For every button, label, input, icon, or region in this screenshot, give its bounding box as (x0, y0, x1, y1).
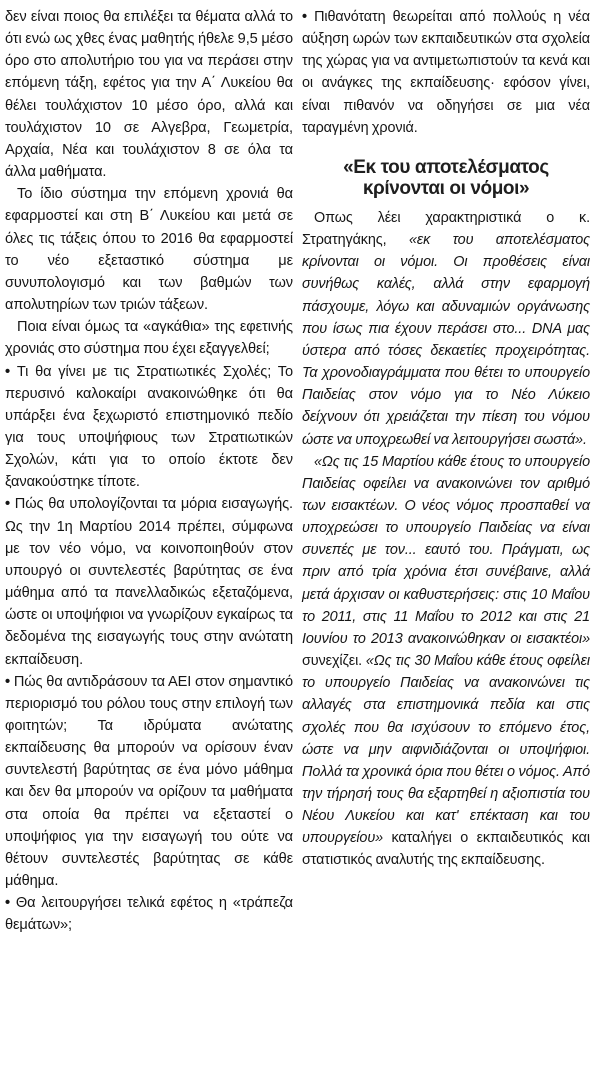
quote-paragraph-1 (302, 207, 590, 451)
paragraph-1: δεν είναι ποιος θα επιλέξει τα θέματα αλλά το ότι ενώ ως χθες ένας μαθητής ήθελε 9,5 μέσο όρο στο απολυτήριο του για να περάσει στην επόμενη τάξη, εφέτος για την Α΄ Λυκείου θα θέλει τουλάχιστον 10 μέσο όρο, αλλά και τουλάχιστον 10 σε Αλγεβρα, Γεωμετρία, Αρχαία, Νέα και τουλάχιστον 8 σε όλα τα άλλα μαθήματα. (5, 9, 293, 181)
bullet-teacher-hours: • Πιθανότατη θεωρείται από πολλούς η νέα αύξηση ωρών των εκπαιδευτικών στα σχολεία της χώρας για να αντιμετωπιστούν τα κενά και οι ανάγκες της εκπαίδευσης· εφόσον γίνει, είναι πιθανόν να οδηγήσει σε μια νέα ταραγμένη χρονιά. (302, 6, 590, 139)
quote-text-3: «Ως τις 30 Μαΐου κάθε έτους οφείλει το υπουργείο Παιδείας να ανακοινώνει τις αλλαγές στα επιστημονικά πεδία και στις σχολές που θα ισχύσουν το επόμενο έτος, ώστε να μην αιφνιδιάζονται οι υποψήφιοι. Πολλά τα χρονικά όρια που θέτει ο νόμος. Από την τήρησή τους θα εξαρτηθεί η αξιοπιστία του Νέου Λυκείου και κατ' επέκταση και του υπουργείου» (302, 653, 591, 847)
quote-continues: συνεχίζει. (302, 653, 366, 670)
bullet-military-schools: • Τι θα γίνει με τις Στρατιωτικές Σχολές; Το περυσινό καλοκαίρι ανακοινώθηκε ότι θα υπάρξει ένα ξεχωριστό επιστημονικό πεδίο για τους υποψήφιους των Στρατιωτικών Σχολών, κάτι για το οποίο έκτοτε δεν ξανακούστηκε τίποτε. (5, 361, 293, 494)
quote-text-1: «εκ του αποτελέσματος κρίνονται οι νόμοι. Οι προθέσεις είναι συνήθως καλές, αλλά στην εφαρμογή πάσχουμε, λόγω και αδυναμιών οργάνωσης που ίσως πια έχουν περάσει στο... DNA μας ύστερα από τόσες δεκαετίες προχειρότητας. Τα χρονοδιαγράμματα που θέτει το υπουργείο Παιδείας στον νόμο για το Νέο Λύκειο δείχνουν ότι χρειάζεται την πίεση του νόμου ώστε να υποχρεωθεί να λειτουργήσει σωστά». (302, 232, 590, 448)
bullet-entry-points: • Πώς θα υπολογίζονται τα μόρια εισαγωγής. Ως την 1η Μαρτίου 2014 πρέπει, σύμφωνα με τον νέο νόμο, να κοινοποιηθούν στον υπουργό οι συντελεστές βαρύτητας σε ένα μάθημα από τα πανελλαδικώς εξεταζόμενα, ώστε οι υποψήφιοι να γνωρίζουν εγκαίρως τα δεδομένα της εισαγωγής τους στην ανώτατη εκπαίδευση. (5, 493, 293, 670)
quote-text-2: «Ως τις 15 Μαρτίου κάθε έτους το υπουργείο Παιδείας οφείλει να ανακοινώνει τον αριθμό των εισακτέων. Ο νέος νόμος προσπαθεί να υποχρεώσει το υπουργείο Παιδείας να είναι συνεπές με τον... εαυτό του. Πράγματι, ως πριν από τρία χρόνια έτσι συνέβαινε, αλλά μετά άρχισαν οι καθυστερήσεις: στις 10 Μαΐου το 2011, στις 11 Μαΐου το 2012 και στις 21 Ιουνίου το 2013 ανακοινώθηκαν οι εισακτέοι» (302, 453, 590, 647)
quote-paragraph-2 (302, 451, 590, 872)
bullet-universities: • Πώς θα αντιδράσουν τα ΑΕΙ στον σημαντικό περιορισμό του ρόλου τους στην επιλογή των φοιτητών; Τα ιδρύματα ανώτατης εκπαίδευσης θα μπορούν να ορίσουν έναν συντελεστή βαρύτητας σε ένα μόνο μάθημα και δεν θα μπορούν να ορίζουν τα μαθήματα στα οποία θα πρέπει να εξεταστεί ο υποψήφιος για την εισαγωγή του ούτε να θέτουν συντελεστές βαρύτητας σε κάθε μάθημα. (5, 671, 293, 893)
bullet-question-bank: • Θα λειτουργήσει τελικά εφέτος η «τράπεζα θεμάτων»; (5, 892, 293, 936)
paragraph-3: Ποια είναι όμως τα «αγκάθια» της εφετινής χρονιάς στο σύστημα που έχει εξαγγελθεί; (5, 319, 293, 358)
right-column (302, 6, 590, 1080)
quote-lead: Οπως λέει χαρακτηριστικά ο κ. Στρατηγάκης, (302, 209, 590, 249)
paragraph-2: Το ίδιο σύστημα την επόμενη χρονιά θα εφαρμοστεί και στη Β΄ Λυκείου και μετά σε όλες τις τάξεις όπου το 2016 θα εφαρμοστεί το νέο εξεταστικό σύστημα με συνυπολογισμό και των βαθμών των απολυτηρίων των τριών τάξεων. (5, 186, 293, 314)
section-heading: «Εκ του αποτελέσματος κρίνονται οι νόμοι» (343, 156, 549, 199)
left-column (5, 6, 293, 1080)
quote-end: καταλήγει ο εκπαιδευτικός και στατιστικός αναλυτής της εκπαίδευσης. (302, 830, 590, 869)
